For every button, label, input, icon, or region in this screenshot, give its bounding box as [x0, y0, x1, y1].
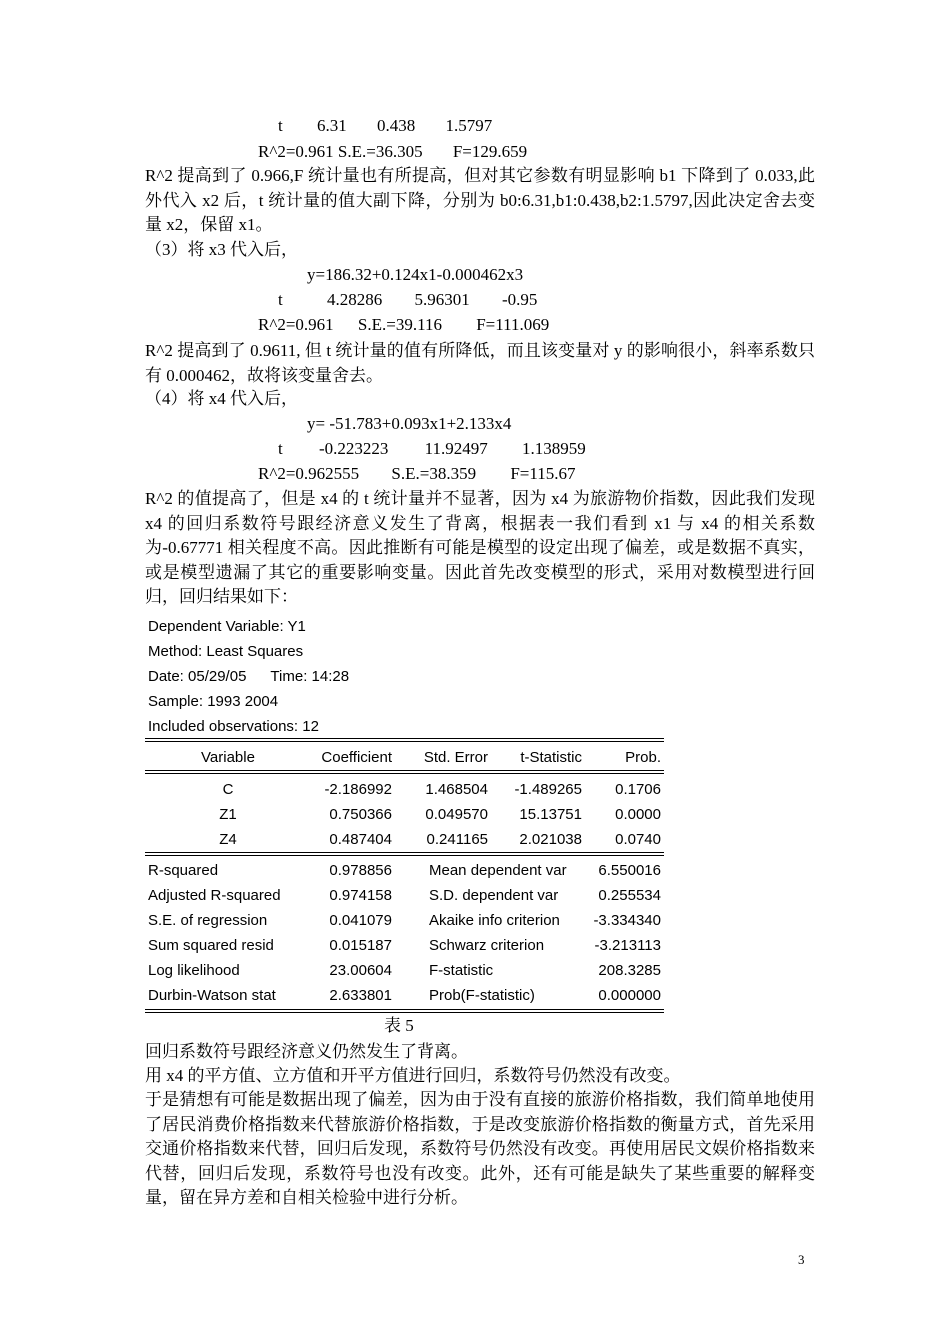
stat-value: 0.978856: [329, 862, 392, 879]
table-top-rule: [145, 741, 664, 742]
t-statistic: 15.13751: [519, 806, 582, 823]
stat-value: 0.255534: [598, 887, 661, 904]
f-value: F=111.069: [476, 315, 550, 334]
stat-label: Akaike info criterion: [429, 912, 560, 929]
t-label: t: [278, 439, 283, 458]
header-prob: Prob.: [625, 749, 661, 766]
header-variable: Variable: [201, 749, 255, 766]
t-value: 1.138959: [522, 439, 586, 458]
t-statistic: 2.021038: [519, 831, 582, 848]
t-value: 6.31: [316, 116, 347, 135]
stat-label: S.D. dependent var: [429, 887, 559, 904]
stat-label: Schwarz criterion: [429, 937, 545, 954]
stat-label: Sum squared resid: [148, 937, 274, 954]
step4-equation: y= -51.783+0.093x1+2.133x4: [307, 414, 512, 433]
method: Method: Least Squares: [148, 643, 304, 660]
date: Date: 05/29/05: [148, 668, 247, 685]
step4-r2-line: [258, 462, 576, 486]
paragraph-x3-analysis: R^2 提高到了 0.9611, 但 t 统计量的值有所降低，而且该变量对 y 的影响很小，斜率系数只有 0.000462，故将该变量舍去。: [145, 341, 815, 385]
t-value: 0.438: [376, 116, 416, 135]
coefficient: 0.487404: [329, 831, 392, 848]
coef-bottom-rule: [145, 852, 664, 853]
header-rule: [145, 773, 664, 774]
variable-name: Z1: [219, 806, 237, 823]
step3-t-line: [278, 288, 537, 312]
r2-line-x2: [258, 140, 527, 164]
table-bottom-rule: [145, 1009, 664, 1010]
std-error: 0.241165: [426, 831, 488, 848]
se-value: S.E.=39.116: [357, 315, 442, 334]
header-t-statistic: t-Statistic: [520, 749, 582, 766]
stat-label: R-squared: [148, 862, 219, 879]
step3-heading: （3）将 x3 代入后，: [145, 240, 298, 259]
stat-value: -3.213113: [594, 937, 661, 954]
coefficient: -2.186992: [324, 781, 392, 798]
step3-r2-line: [258, 313, 549, 337]
t-value: -0.223223: [318, 439, 389, 458]
r2-value: R^2=0.961 S.E.=36.305: [258, 142, 423, 161]
table-caption: 表 5: [384, 1016, 414, 1035]
stat-label: F-statistic: [429, 962, 494, 979]
table-bottom-rule: [145, 1012, 664, 1013]
stat-label: Mean dependent var: [429, 862, 567, 879]
stat-value: 0.015187: [329, 937, 392, 954]
paragraph-x4-analysis: R^2 的值提高了，但是 x4 的 t 统计量并不显著，因为 x4 为旅游物价指数，因此我们发现 x4 的回归系数符号跟经济意义发生了背离，根据表一我们看到 x1 与 x4 的相关系数为-0.67771 相关程度不高。因此推断有可能是模型的设定出现了偏差，或是数据不真实，或是模型遗漏了其它的重要影响变量。因此首先改变模型的形式，采用对数模型进行回归，回归结果如下：: [145, 489, 815, 606]
t-value: 4.28286: [326, 290, 383, 309]
stat-label: S.E. of regression: [148, 912, 268, 929]
stat-value: -3.334340: [593, 912, 661, 929]
t-value: 5.96301: [414, 290, 470, 309]
stat-value: 0.000000: [598, 987, 661, 1004]
t-statistic: -1.489265: [514, 781, 582, 798]
t-value: 1.5797: [445, 116, 493, 135]
stat-label: Adjusted R-squared: [148, 887, 281, 904]
stat-value: 208.3285: [598, 962, 661, 979]
header-coefficient: Coefficient: [321, 749, 392, 766]
stat-label: Log likelihood: [148, 962, 240, 979]
page-number: 3: [798, 1252, 805, 1267]
prob: 0.0740: [615, 831, 661, 848]
r2-value: R^2=0.962555: [258, 464, 360, 483]
step4-heading: （4）将 x4 代入后，: [145, 389, 298, 408]
paragraph-power-transform: 用 x4 的平方值、立方值和开平方值进行回归，系数符号仍然没有改变。: [145, 1066, 681, 1085]
step4-t-line: [278, 437, 586, 461]
stat-value: 0.041079: [329, 912, 392, 929]
step3-equation: y=186.32+0.124x1-0.000462x3: [307, 265, 524, 284]
t-label: t: [278, 116, 283, 135]
sample: Sample: 1993 2004: [148, 693, 279, 710]
stat-value: 0.974158: [329, 887, 392, 904]
coef-bottom-rule: [145, 855, 664, 856]
time: Time: 14:28: [270, 668, 350, 685]
se-value: S.E.=38.359: [391, 464, 477, 483]
table-top-rule: [145, 738, 664, 739]
observations: Included observations: 12: [148, 718, 319, 735]
stat-label: Durbin-Watson stat: [148, 987, 276, 1004]
stat-value: 6.550016: [598, 862, 661, 879]
t-label: t: [278, 290, 283, 309]
header-std-error: Std. Error: [423, 749, 488, 766]
f-value: F=129.659: [452, 142, 528, 161]
paragraph-x2-analysis: R^2 提高到了 0.966,F 统计量也有所提高，但对其它参数有明显影响 b1 下降到了 0.033,此外代入 x2 后，t 统计量的值大副下降，分别为 b0:6.31,b1:0.438,b2:1.5797,因此决定舍去变量 x2，保留 x1。: [145, 166, 815, 234]
r2-value: R^2=0.961: [258, 315, 334, 334]
coefficient: 0.750366: [329, 806, 392, 823]
prob: 0.0000: [615, 806, 661, 823]
variable-name: C: [222, 781, 234, 798]
stat-value: 23.00604: [329, 962, 392, 979]
t-value: 11.92497: [424, 439, 488, 458]
prob: 0.1706: [615, 781, 661, 798]
t-stat-line-x2: [278, 114, 492, 138]
paragraph-sign-deviation: 回归系数符号跟经济意义仍然发生了背离。: [145, 1042, 468, 1061]
stat-label: Prob(F-statistic): [429, 987, 535, 1004]
paragraph-data-bias: 于是猜想有可能是数据出现了偏差，因为由于没有直接的旅游价格指数，我们简单地使用了居民消费价格指数来代替旅游价格指数，于是改变旅游价格指数的衡量方式，首先采用交通价格指数来代替，回归后发现，系数符号仍然没有改变。再使用居民文娱价格指数来代替，回归后发现，系数符号也没有改变。此外，还有可能是缺失了某些重要的解释变量，留在异方差和自相关检验中进行分析。: [145, 1090, 815, 1207]
std-error: 0.049570: [425, 806, 488, 823]
variable-name: Z4: [219, 831, 237, 848]
dependent-variable: Dependent Variable: Y1: [148, 618, 306, 635]
t-value: -0.95: [501, 290, 538, 309]
date-time: [148, 668, 349, 686]
std-error: 1.468504: [425, 781, 488, 798]
f-value: F=115.67: [510, 464, 576, 483]
stat-value: 2.633801: [329, 987, 392, 1004]
header-rule: [145, 770, 664, 771]
